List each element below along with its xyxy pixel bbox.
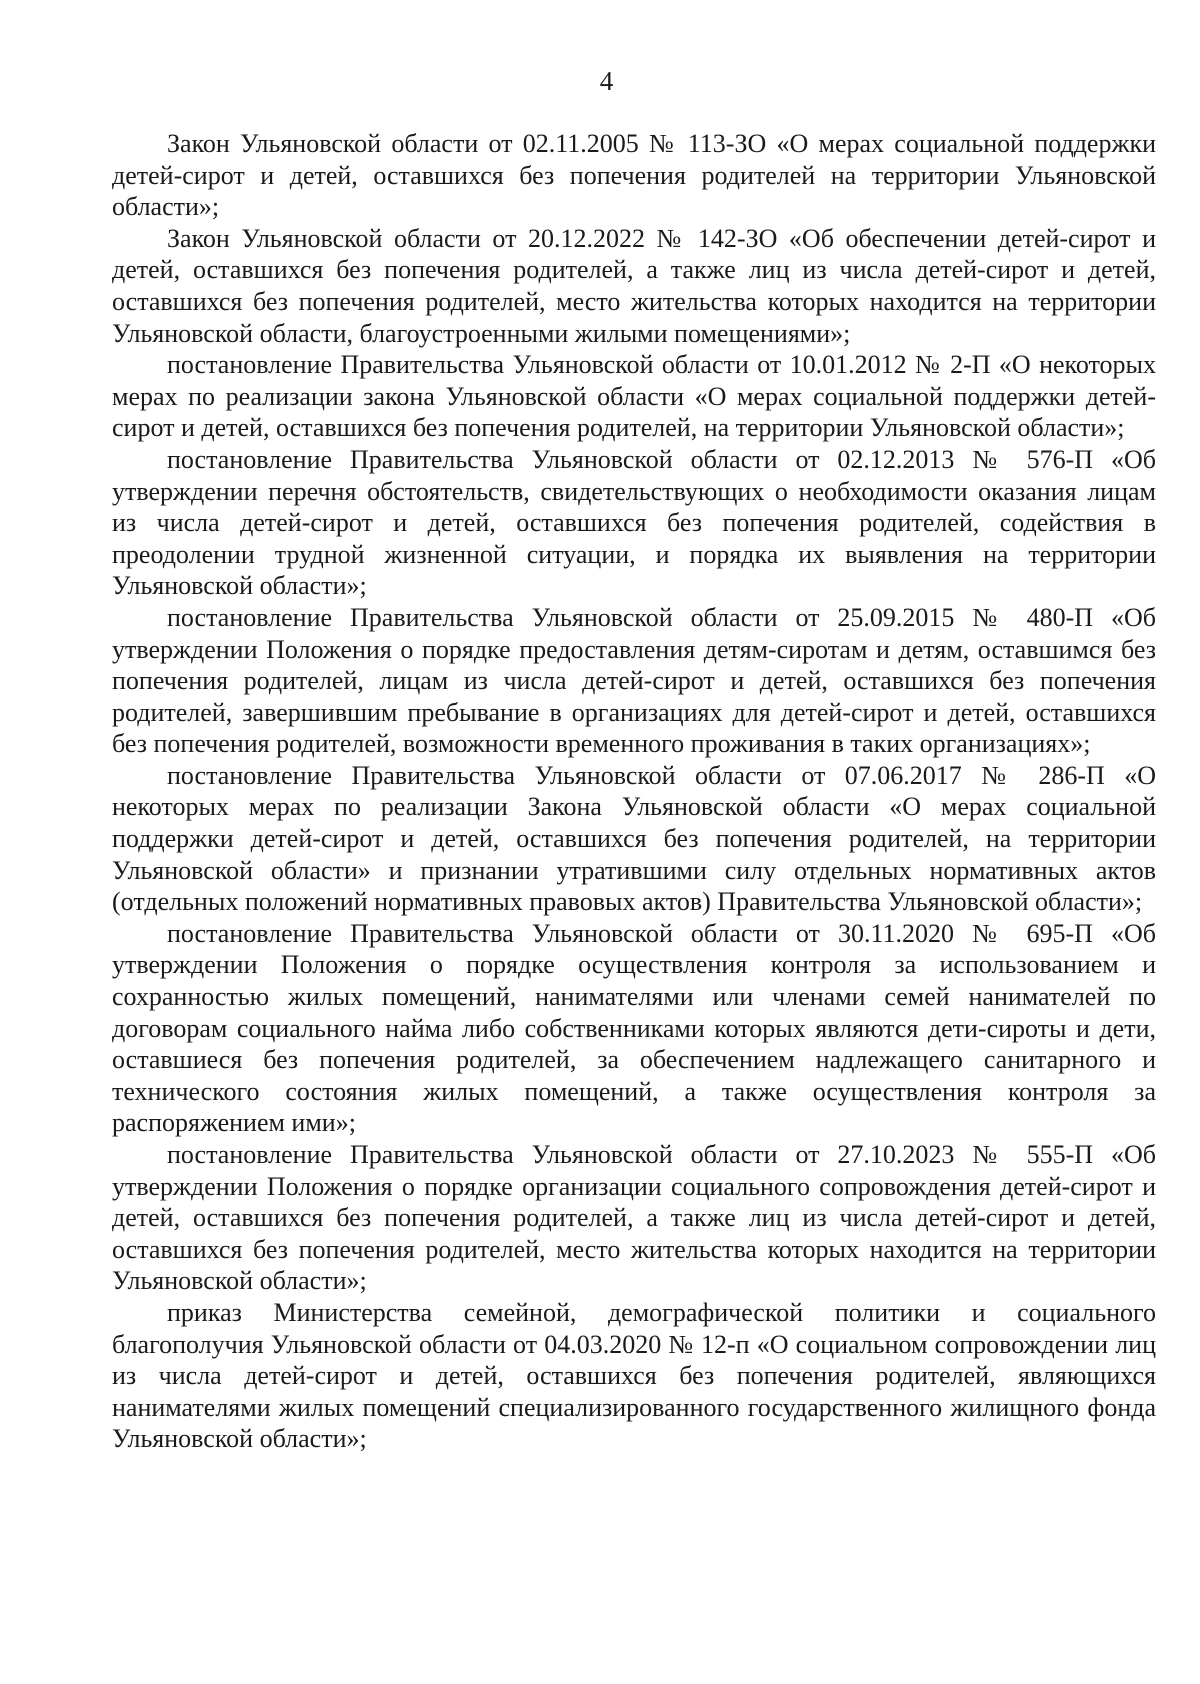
paragraph-resolution-480-p: постановление Правительства Ульяновской области от 25.09.2015 № 480-П «Об утверждении Положения о порядке предоставления детям-сиротам и детям, оставшимся без попечения родителей, лицам из числа детей-сирот и детей, оставшихся без попечения родителей, завершившим пребывание в организациях для детей-сирот и детей, оставшихся без попечения родителей, возможности временного проживания в таких организациях»;	[112, 602, 1156, 759]
paragraph-resolution-576-p: постановление Правительства Ульяновской области от 02.12.2013 № 576-П «Об утверждении перечня обстоятельств, свидетельствующих о необходимости оказания лицам из числа детей-сирот и детей, оставшихся без попечения родителей, содействия в преодолении трудной жизненной ситуации, и порядка их выявления на территории Ульяновской области»;	[112, 444, 1156, 601]
paragraph-resolution-695-p: постановление Правительства Ульяновской области от 30.11.2020 № 695-П «Об утверждении Положения о порядке осуществления контроля за использованием и сохранностью жилых помещений, нанимателями или членами семей нанимателей по договорам социального найма либо собственниками которых являются дети-сироты и дети, оставшиеся без попечения родителей, за обеспечением надлежащего санитарного и технического состояния жилых помещений, а также осуществления контроля за распоряжением ими»;	[112, 918, 1156, 1138]
paragraph-resolution-555-p: постановление Правительства Ульяновской области от 27.10.2023 № 555-П «Об утверждении Положения о порядке организации социального сопровождения детей-сирот и детей, оставшихся без попечения родителей, а также лиц из числа детей-сирот и детей, оставшихся без попечения родителей, место жительства которых находится на территории Ульяновской области»;	[112, 1140, 1156, 1296]
paragraph-order-12-p: приказ Министерства семейной, демографической политики и социального благополучия Ульяновской области от 04.03.2020 № 12-п «О социальном сопровождении лиц из числа детей-сирот и детей, оставшихся без попечения родителей, являющихся нанимателями жилых помещений специализированного государственного жилищного фонда Ульяновской области»;	[112, 1297, 1156, 1454]
paragraph-law-142-zo: Закон Ульяновской области от 20.12.2022 № 142-ЗО «Об обеспечении детей-сирот и детей, оставшихся без попечения родителей, а также лиц из числа детей-сирот и детей, оставшихся без попечения родителей, место жительства которых находится на территории Ульяновской области, благоустроенными жилыми помещениями»;	[112, 223, 1156, 348]
paragraph-resolution-2-p: постановление Правительства Ульяновской области от 10.01.2012 № 2-П «О некоторых мерах по реализации закона Ульяновской области «О мерах социальной поддержки детей-сирот и детей, оставшихся без попечения родителей, на территории Ульяновской области»;	[112, 350, 1156, 443]
paragraph-resolution-286-p: постановление Правительства Ульяновской области от 07.06.2017 № 286-П «О некоторых мерах по реализации Закона Ульяновской области «О мерах социальной поддержки детей-сирот и детей, оставшихся без попечения родителей, на территории Ульяновской области» и признании утратившими силу отдельных нормативных актов (отдельных положений нормативных правовых актов) Правительства Ульяновской области»;	[112, 760, 1156, 917]
document-body	[112, 128, 1156, 1455]
paragraph-law-113-zo: Закон Ульяновской области от 02.11.2005 № 113-ЗО «О мерах социальной поддержки детей-сирот и детей, оставшихся без попечения родителей на территории Ульяновской области»;	[112, 129, 1156, 222]
page-number: 4	[599, 66, 614, 96]
